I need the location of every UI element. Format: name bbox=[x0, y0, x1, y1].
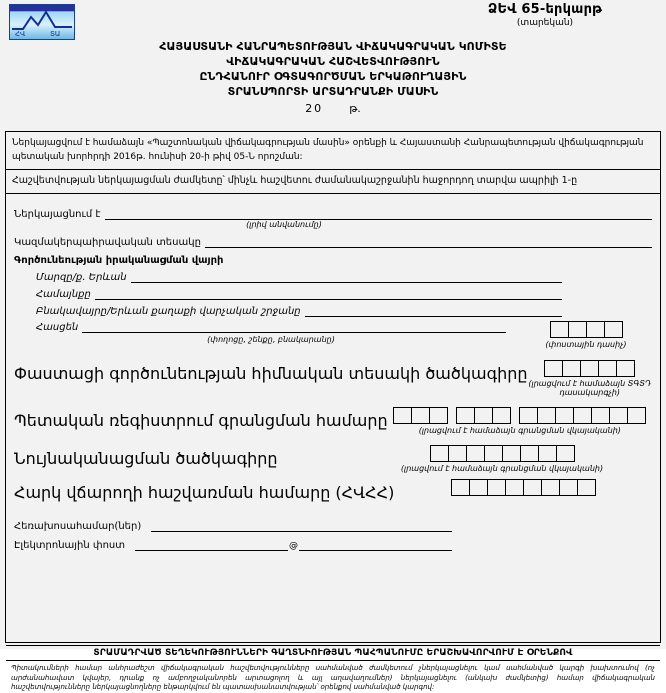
address-label: Հասցեն bbox=[36, 322, 79, 333]
settlement-label: Բնակավայրը/Երևան քաղաքի վարչական շրջանը bbox=[36, 306, 301, 317]
legal-form-input[interactable] bbox=[205, 236, 652, 248]
svg-text:ՏԱ: ՏԱ bbox=[50, 30, 61, 38]
identification-code-cell[interactable] bbox=[520, 445, 539, 462]
field-community bbox=[14, 288, 652, 300]
state-registration-cell[interactable] bbox=[429, 407, 448, 424]
state-registration-cell[interactable] bbox=[393, 407, 412, 424]
state-registration-hint: (լրացվում է համաձայն գրանցման վկայականի) bbox=[418, 426, 621, 435]
address-section-title: Գործունեության իրականացման վայրի bbox=[14, 255, 224, 266]
field-identification-code-row bbox=[14, 445, 652, 473]
title-line-3: ԸՆԴՀԱՆՈՒՐ ՕԳՏԱԳՈՐԾՄԱՆ ԵՐԿԱԹՈՒՂԱՅԻՆ bbox=[199, 70, 467, 83]
field-state-registration-row bbox=[14, 407, 652, 435]
field-region bbox=[14, 271, 652, 283]
state-registration-cell[interactable] bbox=[627, 407, 646, 424]
legal-form-label: Կազմակերպաիրավական տեսակը bbox=[14, 237, 201, 248]
postal-code-block bbox=[520, 321, 652, 349]
region-label: Մարզը/ք. Երևան bbox=[36, 272, 127, 283]
email-input-local[interactable] bbox=[135, 539, 288, 551]
taxpayer-number-cell[interactable] bbox=[451, 479, 470, 496]
activity-code-cells[interactable] bbox=[528, 360, 652, 377]
activity-code-cell[interactable] bbox=[616, 360, 635, 377]
address-hint: (փողոցը, շենքը, բնակարանը) bbox=[207, 335, 335, 344]
taxpayer-number-cell[interactable] bbox=[469, 479, 488, 496]
identification-code-cells[interactable] bbox=[352, 445, 652, 462]
form-body-box bbox=[5, 131, 661, 691]
activity-code-cell[interactable] bbox=[562, 360, 581, 377]
year-prefix: 20 bbox=[305, 102, 324, 115]
legal-note-band bbox=[6, 132, 660, 170]
state-registration-block bbox=[388, 407, 652, 435]
taxpayer-number-block bbox=[394, 479, 652, 496]
submitted-by-input[interactable] bbox=[105, 208, 652, 220]
activity-code-cell[interactable] bbox=[580, 360, 599, 377]
title-line-4: ՏՐԱՆՍՊՈՐՏԻ ԱՐՏԱԴՐԱՆՔԻ ՄԱՍԻՆ bbox=[227, 85, 439, 98]
state-registration-cell[interactable] bbox=[591, 407, 610, 424]
activity-code-hint: (լրացվում է համաձայն ՏԳՏԴ դասակարգչի) bbox=[528, 379, 652, 397]
taxpayer-number-cell[interactable] bbox=[523, 479, 542, 496]
field-submitted-by bbox=[14, 208, 652, 220]
year-suffix: թ. bbox=[349, 102, 361, 115]
confidentiality-banner: ՏՐԱՄԱԴՐՎԱԾ ՏԵՂԵԿՈՒԹՅՈՒՆՆԵՐԻ ԳԱՂՏՆԻՈՒԹՅԱՆ ՊԱՀՊԱՆՈՒՄԸ ԵՐԱՇԽԱՎՈՐՎՈՒՄ Է ՕՐԵՆՔՈՎ bbox=[6, 645, 660, 661]
identification-code-hint: (լրացվում է համաձայն գրանցման վկայականի) bbox=[400, 464, 604, 473]
svg-text:ՀՎ: ՀՎ bbox=[15, 30, 26, 38]
identification-code-cell[interactable] bbox=[430, 445, 449, 462]
postal-code-hint: (փոստային դասիչ) bbox=[545, 340, 627, 349]
taxpayer-number-cell[interactable] bbox=[559, 479, 578, 496]
settlement-input[interactable] bbox=[305, 305, 562, 317]
identification-code-cell[interactable] bbox=[466, 445, 485, 462]
deadline-text: Հաշվետվության ներկայացման ժամկետը՝ մինչև հաշվետու ժամանակաշրջանին հաջորդող տարվա ապրիլի 1-ը bbox=[12, 175, 578, 186]
submitted-by-hint: (լրիվ անվանումը) bbox=[246, 220, 322, 229]
postal-code-cell[interactable] bbox=[604, 321, 623, 338]
year-line bbox=[0, 102, 666, 115]
activity-code-cell[interactable] bbox=[544, 360, 563, 377]
identification-code-label: Նույնականացման ծածկագիրը bbox=[14, 449, 278, 468]
field-settlement bbox=[14, 305, 652, 317]
identification-code-cell[interactable] bbox=[538, 445, 557, 462]
state-registration-cell[interactable] bbox=[573, 407, 592, 424]
identification-code-block bbox=[352, 445, 652, 473]
title-line-2: ՎԻՃԱԿԱԳՐԱԿԱՆ ՀԱՇՎԵՏՎՈՒԹՅՈՒՆ bbox=[226, 55, 440, 68]
statistics-committee-logo-icon bbox=[9, 4, 75, 40]
state-registration-cell[interactable] bbox=[456, 407, 475, 424]
submitted-by-label: Ներկայացնում է bbox=[14, 209, 101, 220]
field-legal-form bbox=[14, 236, 652, 248]
activity-code-block bbox=[528, 360, 652, 397]
field-address bbox=[36, 321, 506, 333]
region-input[interactable] bbox=[131, 271, 562, 283]
legal-note-text: Ներկայացվում է համաձայն «Պաշտոնական վիճակագրության մասին» օրենքի և Հայաստանի Հանրապետության վիճակագրության պետական խորհրդի 2016թ. հունիսի 20-ի թիվ 05-Ն որոշման: bbox=[12, 138, 644, 162]
field-phone bbox=[14, 520, 652, 532]
field-activity-code-row bbox=[14, 360, 652, 397]
penalty-footnote: Պիտակումների համար անհրաժեշտ վիճակագրական հաշվետվությունները սահմանված ժամկետում չներկայացնելու կամ սահմանված կարգի խախտումով (ոչ արժանահավատ կվայեր, դրանք ոչ ամբողջականորեն արտացոլող և այլ աղավաղումներ) ներկայացնելու (անկախ ժամկետից) համար վիճակագրական հաշվետվությունները ներկայացնողները ենթարկվում են պատասխանատվության՝ օրենքով սահմանված կարգով: bbox=[11, 664, 655, 691]
taxpayer-number-cells[interactable] bbox=[394, 479, 652, 496]
state-registration-cell[interactable] bbox=[537, 407, 556, 424]
postal-code-cell[interactable] bbox=[586, 321, 605, 338]
postal-code-cell[interactable] bbox=[568, 321, 587, 338]
page-header bbox=[0, 0, 666, 38]
state-registration-cell[interactable] bbox=[411, 407, 430, 424]
taxpayer-number-cell[interactable] bbox=[487, 479, 506, 496]
taxpayer-number-label: Հարկ վճարողի հաշվառման համարը (ՀՎՀՀ) bbox=[14, 483, 395, 502]
state-registration-cell[interactable] bbox=[474, 407, 493, 424]
fields-area bbox=[6, 194, 660, 645]
field-taxpayer-number-row bbox=[14, 479, 652, 502]
postal-code-cells[interactable] bbox=[520, 321, 652, 338]
at-symbol-icon: @ bbox=[289, 541, 299, 551]
community-label: Համայնքը bbox=[36, 289, 91, 300]
field-address-row bbox=[14, 321, 652, 349]
phone-label: Հեռախոսահամար(ներ) bbox=[14, 521, 142, 532]
state-registration-cell[interactable] bbox=[519, 407, 538, 424]
state-registration-label: Պետական ռեգիստրում գրանցման համարը bbox=[14, 411, 388, 430]
form-number-block bbox=[440, 2, 650, 28]
taxpayer-number-cell[interactable] bbox=[541, 479, 560, 496]
taxpayer-number-cell[interactable] bbox=[577, 479, 596, 496]
state-registration-cell[interactable] bbox=[492, 407, 511, 424]
title-line-1: ՀԱՅԱՍՏԱՆԻ ՀԱՆՐԱՊԵՏՈՒԹՅԱՆ ՎԻՃԱԿԱԳՐԱԿԱՆ ԿՈՄԻՏԵ bbox=[159, 40, 507, 53]
postal-code-cell[interactable] bbox=[550, 321, 569, 338]
taxpayer-number-cell[interactable] bbox=[505, 479, 524, 496]
state-registration-cell[interactable] bbox=[609, 407, 628, 424]
state-registration-cells[interactable] bbox=[388, 407, 652, 424]
email-label: Էլեկտրոնային փոստ bbox=[14, 540, 126, 551]
activity-code-cell[interactable] bbox=[598, 360, 617, 377]
field-email bbox=[14, 539, 652, 551]
deadline-band bbox=[6, 170, 660, 194]
email-input-domain[interactable] bbox=[299, 539, 452, 551]
form-periodicity: (տարեկան) bbox=[516, 18, 574, 28]
state-registration-cell[interactable] bbox=[555, 407, 574, 424]
identification-code-cell[interactable] bbox=[556, 445, 575, 462]
title-block bbox=[0, 39, 666, 99]
identification-code-cell[interactable] bbox=[484, 445, 503, 462]
identification-code-cell[interactable] bbox=[502, 445, 521, 462]
phone-input[interactable] bbox=[151, 520, 452, 532]
form-number-code: ՁԵՎ 65-երկարթ bbox=[487, 2, 603, 17]
community-input[interactable] bbox=[95, 288, 562, 300]
activity-code-label: Փաստացի գործունեության հիմնական տեսակի ծածկագիրը bbox=[14, 364, 528, 383]
address-input[interactable] bbox=[82, 321, 506, 333]
identification-code-cell[interactable] bbox=[448, 445, 467, 462]
